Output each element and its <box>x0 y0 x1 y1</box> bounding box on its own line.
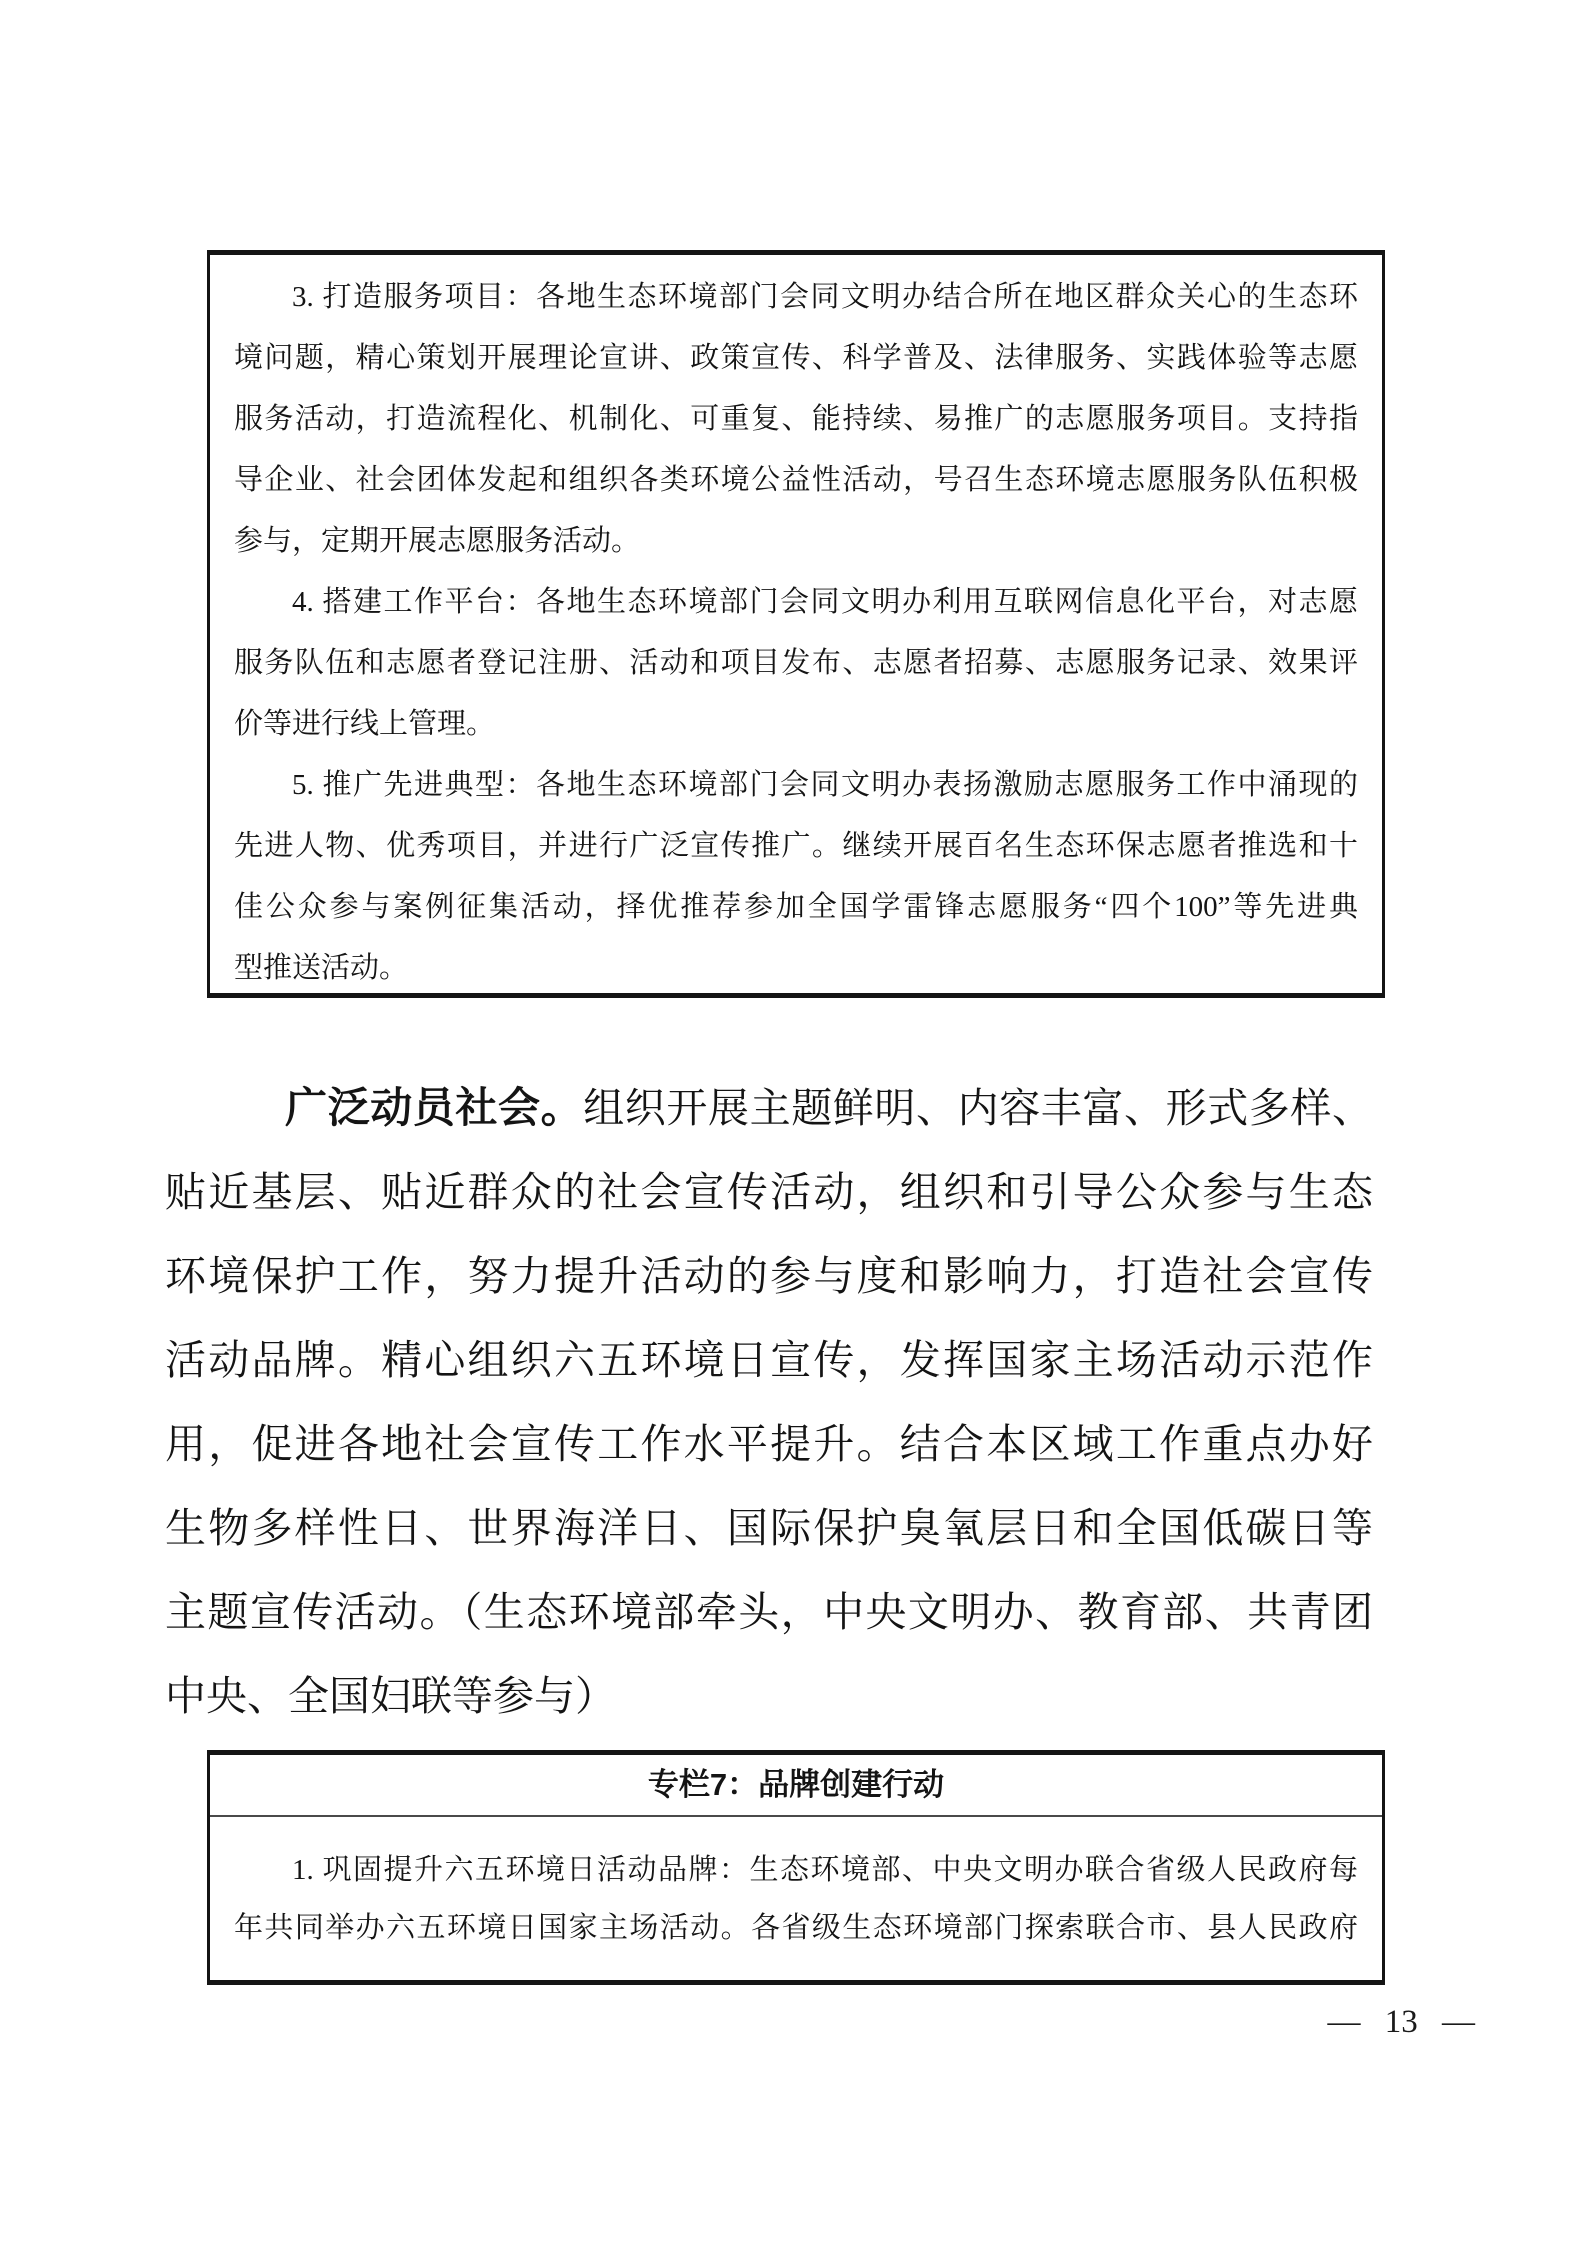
paragraph-line <box>165 1066 1373 1150</box>
paragraph-line-text: 组织开展主题鲜明、内容丰富、形式多样、 <box>583 1085 1373 1131</box>
box-text-line: 佳公众参与案例征集活动，择优推荐参加全国学雷锋志愿服务“四个100”等先进典 <box>234 891 1358 923</box>
body-paragraph <box>165 1066 1373 1738</box>
paragraph-line: 活动品牌。精心组织六五环境日宣传，发挥国家主场活动示范作 <box>165 1337 1373 1383</box>
callout-box-brand-action <box>207 1750 1385 1985</box>
paragraph-line: 贴近基层、贴近群众的社会宣传活动，组织和引导公众参与生态 <box>165 1169 1373 1215</box>
box-text-line: 境问题，精心策划开展理论宣讲、政策宣传、科学普及、法律服务、实践体验等志愿 <box>234 342 1358 374</box>
box-text-line: 先进人物、优秀项目，并进行广泛宣传推广。继续开展百名生态环保志愿者推选和十 <box>234 830 1358 862</box>
box-text-line: 参与，定期开展志愿服务活动。 <box>234 525 641 557</box>
paragraph-line: 主题宣传活动。（生态环境部牵头，中央文明办、教育部、共青团 <box>165 1589 1373 1635</box>
box-text-line: 价等进行线上管理。 <box>234 708 496 740</box>
paragraph-line: 生物多样性日、世界海洋日、国际保护臭氧层日和全国低碳日等 <box>165 1505 1373 1551</box>
box-text-line: 导企业、社会团体发起和组织各类环境公益性活动，号召生态环境志愿服务队伍积极 <box>234 464 1358 496</box>
paragraph-line: 环境保护工作，努力提升活动的参与度和影响力，打造社会宣传 <box>165 1253 1373 1299</box>
callout-box-volunteer-actions <box>207 250 1385 998</box>
box-text-line: 型推送活动。 <box>234 952 409 984</box>
box-text-line: 5. 推广先进典型：各地生态环境部门会同文明办表扬激励志愿服务工作中涌现的 <box>292 769 1358 801</box>
box-text-line: 服务队伍和志愿者登记注册、活动和项目发布、志愿者招募、志愿服务记录、效果评 <box>234 647 1358 679</box>
box-text-line: 年共同举办六五环境日国家主场活动。各省级生态环境部门探索联合市、县人民政府 <box>234 1912 1358 1944</box>
box-body <box>210 1817 1382 1957</box>
box-text-line: 3. 打造服务项目：各地生态环境部门会同文明办结合所在地区群众关心的生态环 <box>292 281 1358 313</box>
box-text-line: 服务活动，打造流程化、机制化、可重复、能持续、易推广的志愿服务项目。支持指 <box>234 403 1358 435</box>
box-text-line: 4. 搭建工作平台：各地生态环境部门会同文明办利用互联网信息化平台，对志愿 <box>292 586 1358 618</box>
box-title: 专栏7：品牌创建行动 <box>210 1755 1382 1817</box>
box-text-line: 1. 巩固提升六五环境日活动品牌：生态环境部、中央文明办联合省级人民政府每 <box>292 1854 1358 1886</box>
paragraph-line: 中央、全国妇联等参与） <box>165 1673 616 1719</box>
page-number: — 13 — <box>1327 2004 1475 2040</box>
paragraph-line: 用，促进各地社会宣传工作水平提升。结合本区域工作重点办好 <box>165 1421 1373 1467</box>
paragraph-bold-lead: 广泛动员社会。 <box>285 1084 584 1131</box>
